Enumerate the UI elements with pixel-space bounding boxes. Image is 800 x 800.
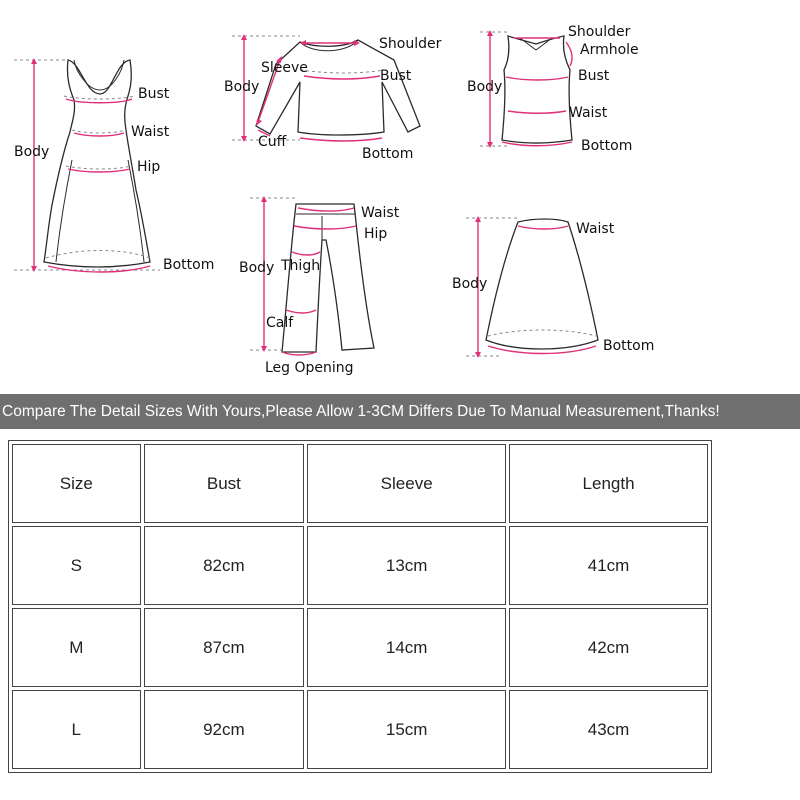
table-cell: 15cm bbox=[307, 690, 506, 769]
notice-banner bbox=[0, 394, 800, 429]
table-cell: 92cm bbox=[144, 690, 305, 769]
table-cell: 87cm bbox=[144, 608, 305, 687]
pants-hip-label: Hip bbox=[364, 226, 388, 242]
vest-bust-label: Bust bbox=[578, 68, 610, 84]
pants-calf-label: Calf bbox=[266, 315, 294, 331]
dress-bust-label: Bust bbox=[138, 86, 170, 102]
top-cuff-label: Cuff bbox=[258, 134, 287, 150]
dress-body-label: Body bbox=[14, 144, 50, 160]
table-cell: 41cm bbox=[509, 526, 708, 605]
vest-armhole-label: Armhole bbox=[580, 42, 639, 58]
skirt-bottom-label: Bottom bbox=[603, 338, 655, 354]
pants-diagram bbox=[239, 196, 400, 376]
pants-waist-label: Waist bbox=[361, 205, 400, 221]
vest-diagram bbox=[467, 24, 639, 154]
size-chart-table bbox=[8, 440, 712, 773]
table-header-cell: Length bbox=[509, 444, 708, 523]
top-bottom-label: Bottom bbox=[362, 146, 414, 162]
table-header-row bbox=[12, 444, 708, 523]
dress-diagram bbox=[14, 58, 214, 273]
table-cell: 42cm bbox=[509, 608, 708, 687]
table-cell: M bbox=[12, 608, 141, 687]
table-cell: 82cm bbox=[144, 526, 305, 605]
skirt-diagram bbox=[452, 216, 654, 358]
pants-leg-opening-label: Leg Opening bbox=[265, 360, 354, 376]
measurement-diagrams bbox=[0, 0, 800, 390]
table-cell: S bbox=[12, 526, 141, 605]
table-cell: 13cm bbox=[307, 526, 506, 605]
pants-thigh-label: Thigh bbox=[281, 258, 321, 274]
table-cell: 43cm bbox=[509, 690, 708, 769]
top-shoulder-label: Shoulder bbox=[379, 36, 442, 52]
dress-hip-label: Hip bbox=[137, 159, 161, 175]
skirt-waist-label: Waist bbox=[576, 221, 615, 237]
table-row bbox=[12, 608, 708, 687]
table-header-cell: Size bbox=[12, 444, 141, 523]
table-row bbox=[12, 526, 708, 605]
pants-body-label: Body bbox=[239, 260, 275, 276]
skirt-body-label: Body bbox=[452, 276, 488, 292]
vest-shoulder-label: Shoulder bbox=[568, 24, 631, 40]
table-header-cell: Bust bbox=[144, 444, 305, 523]
table-row bbox=[12, 690, 708, 769]
table-cell: L bbox=[12, 690, 141, 769]
top-diagram bbox=[224, 34, 442, 162]
notice-text: Compare The Detail Sizes With Yours,Please Allow 1-3CM Differs Due To Manual Measurement,Thanks! bbox=[2, 403, 720, 420]
dress-waist-label: Waist bbox=[131, 124, 170, 140]
top-bust-label: Bust bbox=[380, 68, 412, 84]
dress-bottom-label: Bottom bbox=[163, 257, 215, 273]
table-header-cell: Sleeve bbox=[307, 444, 506, 523]
vest-body-label: Body bbox=[467, 79, 503, 95]
vest-bottom-label: Bottom bbox=[581, 138, 633, 154]
top-sleeve-label: Sleeve bbox=[261, 60, 308, 76]
vest-waist-label: Waist bbox=[569, 105, 608, 121]
size-chart-body bbox=[12, 444, 708, 769]
top-body-label: Body bbox=[224, 79, 260, 95]
table-cell: 14cm bbox=[307, 608, 506, 687]
